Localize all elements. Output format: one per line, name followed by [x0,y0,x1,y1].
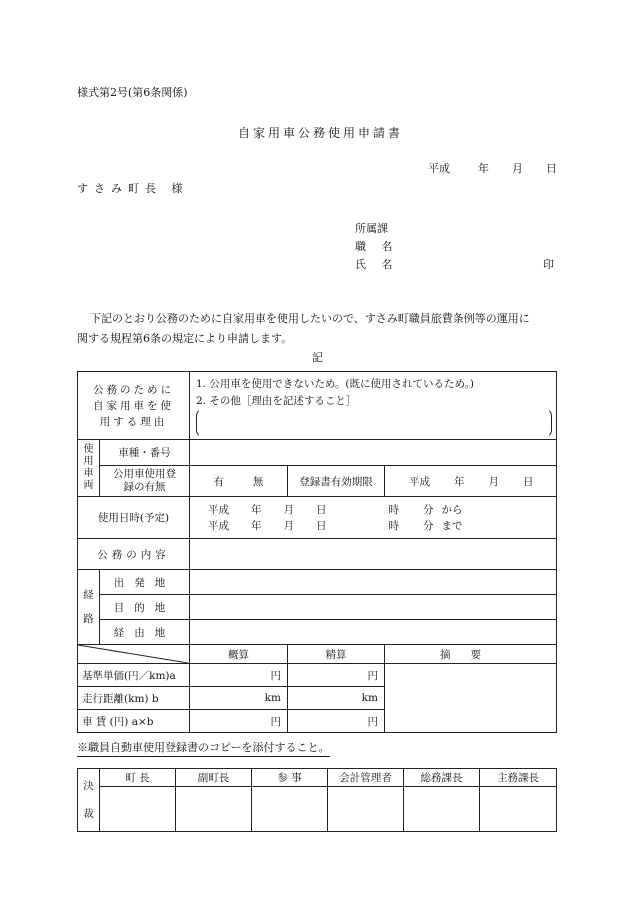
applicant-position: 職 名 [355,240,399,253]
cost-unit-estimate[interactable]: 円 [190,664,288,687]
dt2-month: 月 [283,520,294,532]
validity-label: 登録書有効期限 [288,466,385,497]
route-side-label: 経路 [78,570,100,645]
ki-label: 記 [312,351,323,364]
date-era: 平成 [428,162,450,175]
route-departure-label: 出発地 [100,570,190,595]
cost-unit-settlement[interactable]: 円 [288,664,385,687]
dt2-era: 平成 [208,520,229,532]
cost-row-label: 基準単価(円／km)a [78,664,190,687]
datetime-from-row [208,502,463,517]
distance-unit-settlement[interactable]: km [288,687,385,710]
approval-role-accounting-manager: 会計管理者 [328,769,404,787]
cost-header-remarks: 摘要 [385,645,557,664]
validity-day: 日 [523,475,534,488]
use-datetime-label: 使用日時(予定) [78,497,190,539]
approval-role-mayor: 町 長 [100,769,176,787]
registration-yes-no[interactable] [190,466,288,497]
vehicle-number-value[interactable] [190,440,557,466]
body-text-line1: 下記のとおり公務のために自家用車を使用したいので、すさみ町職員旅費条例等の運用に [90,312,530,325]
reason-option-1[interactable]: 1. 公用車を使用できないため。(既に使用されているため。) [196,378,474,390]
cost-header-estimate: 概算 [190,645,288,664]
dt1-month: 月 [283,504,294,516]
cost-row-label: 車 賃 (円) a×b [78,710,190,733]
validity-month: 月 [488,475,499,488]
dt1-hour: 時 [388,504,399,516]
diagonal-line [78,645,188,663]
page-title: 自家用車公務使用申請書 [238,126,404,140]
route-via-label: 経由地 [100,620,190,645]
cost-header-settlement: 精算 [288,645,385,664]
dt1-day: 日 [316,504,327,516]
dt1-from: から [441,504,463,516]
approval-side-label: 決裁 [78,769,100,832]
dt2-day: 日 [316,520,327,532]
dt2-hour: 時 [388,520,399,532]
cost-remarks-value[interactable] [385,664,557,733]
validity-era: 平成 [409,475,430,488]
duty-content-value[interactable] [190,539,557,570]
approval-stamp-general-affairs-chief[interactable] [404,787,480,832]
use-datetime-value[interactable] [190,497,557,539]
dt1-minute: 分 [423,504,434,516]
cost-row-label: 走行距離(km) b [78,687,190,710]
dt2-minute: 分 [423,520,434,532]
approval-stamp-counselor[interactable] [252,787,328,832]
date-month: 月 [512,162,523,175]
dt2-to: まで [441,520,463,532]
date-year: 年 [478,162,489,175]
approval-role-deputy-mayor: 副町長 [176,769,252,787]
approval-stamp-deputy-mayor[interactable] [176,787,252,832]
seal-mark: 印 [543,258,554,271]
applicant-name: 氏 名 [355,258,399,271]
fare-unit-settlement[interactable]: 円 [288,710,385,733]
reason-label: 公務のために自家用車を使用する理由 [78,372,190,440]
date-day: 日 [546,162,557,175]
cost-diagonal-cell [78,645,190,664]
route-destination-label: 目的地 [100,595,190,620]
approval-stamp-section-chief[interactable] [480,787,557,832]
approval-role-general-affairs-chief: 総務課長 [404,769,480,787]
applicant-dept: 所属課 [355,222,388,235]
approval-table [77,768,557,832]
reason-cell [190,372,557,440]
approval-stamp-accounting-manager[interactable] [328,787,404,832]
reason-bracket[interactable] [196,408,552,438]
registration-no[interactable]: 無 [252,475,264,488]
addressee: すさみ町長 様 [77,182,189,195]
attachment-note: ※職員自動車使用登録書のコピーを添付すること。 [77,739,330,757]
dt1-era: 平成 [208,504,229,516]
route-departure-value[interactable] [190,570,557,595]
approval-role-section-chief: 主務課長 [480,769,557,787]
form-number: 様式第2号(第6条関係) [77,86,188,99]
validity-year: 年 [454,475,465,488]
dt2-year: 年 [251,520,262,532]
validity-date[interactable] [385,466,557,497]
fare-unit-estimate[interactable]: 円 [190,710,288,733]
registration-yes[interactable]: 有 [213,475,225,488]
approval-role-counselor: 参 事 [252,769,328,787]
route-destination-value[interactable] [190,595,557,620]
body-text-line2: 関する規程第6条の規定により申請します。 [77,332,293,345]
route-via-value[interactable] [190,620,557,645]
registration-label: 公用車使用登録の有無 [100,466,190,497]
duty-content-label: 公務の内容 [78,539,190,570]
distance-unit-estimate[interactable]: km [190,687,288,710]
dt1-year: 年 [251,504,262,516]
approval-stamp-mayor[interactable] [100,787,176,832]
vehicle-side-label: 使用車両 [78,440,100,497]
reason-option-2[interactable]: 2. その他［理由を記述すること］ [196,395,357,407]
application-table [77,371,557,733]
vehicle-number-label: 車種・番号 [100,440,190,466]
datetime-to-row [208,518,463,533]
